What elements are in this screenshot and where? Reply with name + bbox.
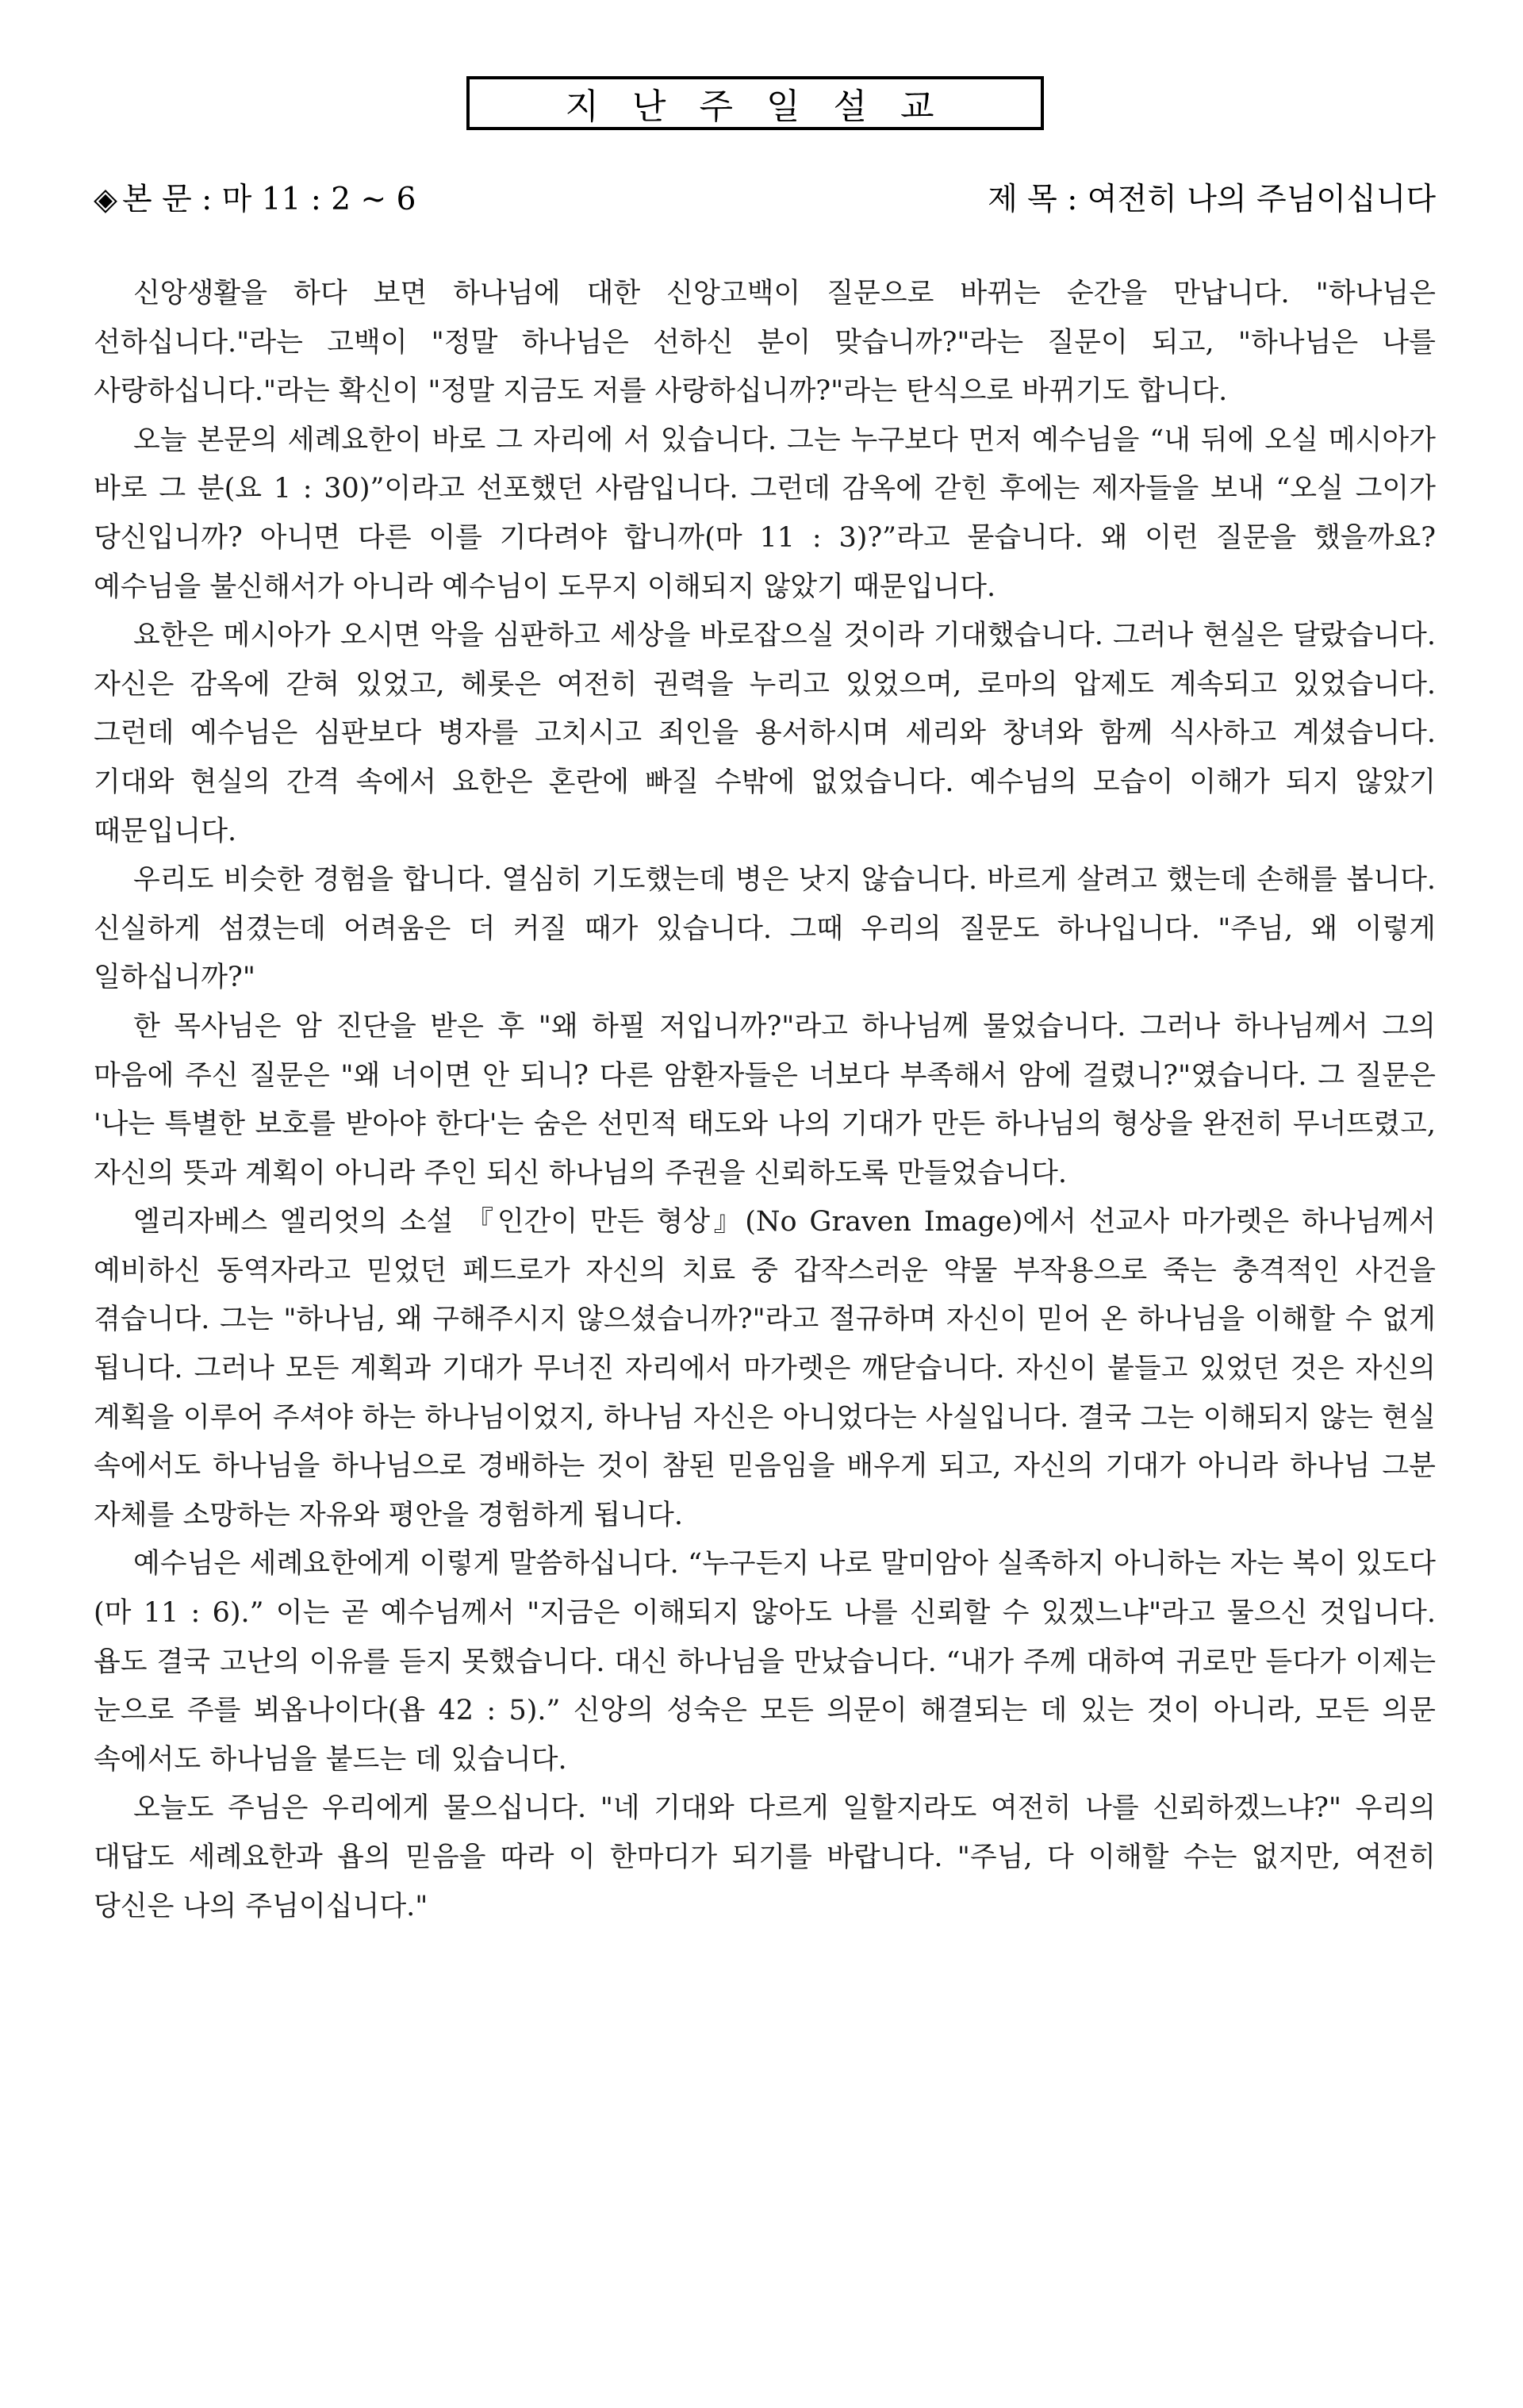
sermon-paragraph-7: 예수님은 세례요한에게 이렇게 말씀하십니다. “누구든지 나로 말미암아 실족하지 아니하는 자는 복이 있도다(마 11 : 6).” 이는 곧 예수님께서 "지금은 이해되지 않아도 나를 신뢰할 수 있겠느냐"라고 물으신 것입니다. 욥도 결국 고난의 이유를 듣지 못했습니다. 대신 하나님을 만났습니다. “내가 주께 대하여 귀로만 듣다가 이제는 눈으로 주를 뵈옵나이다(욥 42 : 5).” 신앙의 성숙은 모든 의문이 해결되는 데 있는 것이 아니라, 모든 의문 속에서도 하나님을 붙드는 데 있습니다. bbox=[94, 1548, 1436, 1776]
sermon-title: 제 목 : 여전히 나의 주님이십니다 bbox=[988, 182, 1436, 217]
sermon-paragraph-6: 엘리자베스 엘리엇의 소설 『인간이 만든 형상』(No Graven Image)에서 선교사 마가렛은 하나님께서 예비하신 동역자라고 믿었던 페드로가 자신의 치료 중 갑작스러운 약물 부작용으로 죽는 충격적인 사건을 겪습니다. 그는 "하나님, 왜 구해주시지 않으셨습니까?"라고 절규하며 자신이 믿어 온 하나님을 이해할 수 없게 됩니다. 그러나 모든 계획과 기대가 무너진 자리에서 마가렛은 깨닫습니다. 자신이 붙들고 있었던 것은 자신의 계획을 이루어 주셔야 하는 하나님이었지, 하나님 자신은 아니었다는 사실입니다. 결국 그는 이해되지 않는 현실 속에서도 하나님을 하나님으로 경배하는 것이 참된 믿음임을 배우게 되고, 자신의 기대가 아니라 하나님 그분 자체를 소망하는 자유와 평안을 경험하게 됩니다. bbox=[94, 1206, 1436, 1531]
sermon-paragraph-8: 오늘도 주님은 우리에게 물으십니다. "네 기대와 다르게 일할지라도 여전히 나를 신뢰하겠느냐?" 우리의 대답도 세례요한과 욥의 믿음을 따라 이 한마디가 되기를 바랍니다. "주님, 다 이해할 수는 없지만, 여전히 당신은 나의 주님이십니다." bbox=[94, 1792, 1436, 1922]
sermon-paragraph-5: 한 목사님은 암 진단을 받은 후 "왜 하필 저입니까?"라고 하나님께 물었습니다. 그러나 하나님께서 그의 마음에 주신 질문은 "왜 너이면 안 되니? 다른 암환자들은 너보다 부족해서 암에 걸렸니?"였습니다. 그 질문은 '나는 특별한 보호를 받아야 한다'는 숨은 선민적 태도와 나의 기대가 만든 하나님의 형상을 완전히 무너뜨렸고, 자신의 뜻과 계획이 아니라 주인 되신 하나님의 주권을 신뢰하도록 만들었습니다. bbox=[94, 1010, 1436, 1189]
sermon-paragraph-1: 신앙생활을 하다 보면 하나님에 대한 신앙고백이 질문으로 바뀌는 순간을 만납니다. "하나님은 선하십니다."라는 고백이 "정말 하나님은 선하신 분이 맞습니까?"라는 질문이 되고, "하나님은 나를 사랑하십니다."라는 확신이 "정말 지금도 저를 사랑하십니까?"라는 탄식으로 바뀌기도 합니다. bbox=[94, 278, 1436, 408]
scripture-text: 본 문 : 마 11 : 2 ~ 6 bbox=[122, 182, 416, 217]
sermon-paragraph-4: 우리도 비슷한 경험을 합니다. 열심히 기도했는데 병은 낫지 않습니다. 바르게 살려고 했는데 손해를 봅니다. 신실하게 섬겼는데 어려움은 더 커질 때가 있습니다. 그때 우리의 질문도 하나입니다. "주님, 왜 이렇게 일하십니까?" bbox=[94, 864, 1436, 994]
sermon-paragraph-3: 요한은 메시아가 오시면 악을 심판하고 세상을 바로잡으실 것이라 기대했습니다. 그러나 현실은 달랐습니다. 자신은 감옥에 갇혀 있었고, 헤롯은 여전히 권력을 누리고 있었으며, 로마의 압제도 계속되고 있었습니다. 그런데 예수님은 심판보다 병자를 고치시고 죄인을 용서하시며 세리와 창녀와 함께 식사하고 계셨습니다. 기대와 현실의 간격 속에서 요한은 혼란에 빠질 수밖에 없었습니다. 예수님의 모습이 이해가 되지 않았기 때문입니다. bbox=[94, 620, 1436, 847]
diamond-bullet-icon: ◈ bbox=[94, 182, 117, 217]
sermon-header-box bbox=[466, 76, 1044, 130]
sermon-meta-row bbox=[94, 176, 1436, 224]
sermon-body bbox=[94, 270, 1436, 1931]
sermon-header-title: 지 난 주 일 설 교 bbox=[565, 86, 946, 127]
sermon-paragraph-2: 오늘 본문의 세례요한이 바로 그 자리에 서 있습니다. 그는 누구보다 먼저 예수님을 “내 뒤에 오실 메시아가 바로 그 분(요 1 : 30)”이라고 선포했던 사람입니다. 그런데 감옥에 갇힌 후에는 제자들을 보내 “오실 그이가 당신입니까? 아니면 다른 이를 기다려야 합니까(마 11 : 3)?”라고 묻습니다. 왜 이런 질문을 했을까요? 예수님을 불신해서가 아니라 예수님이 도무지 이해되지 않았기 때문입니다. bbox=[94, 424, 1436, 603]
scripture-reference bbox=[94, 176, 416, 224]
